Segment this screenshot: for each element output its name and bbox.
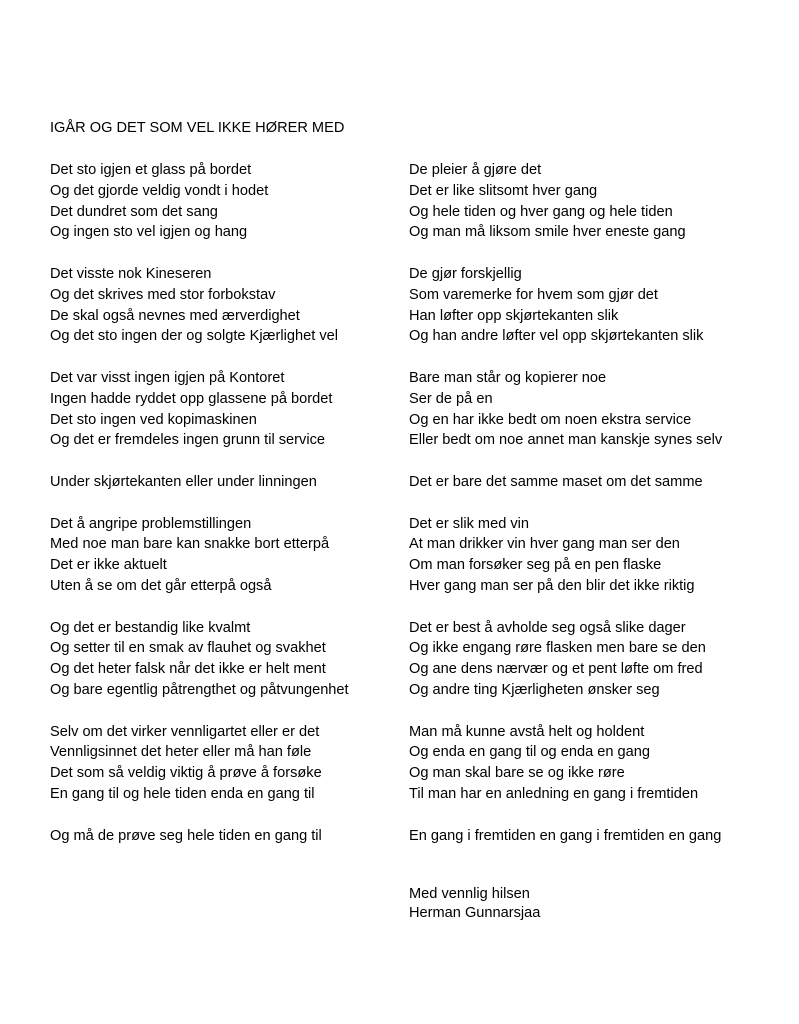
- verse-line: De pleier å gjøre det: [409, 162, 542, 178]
- verse-line: Og ikke engang røre flasken men bare se den: [409, 640, 706, 657]
- right-column: [409, 160, 722, 867]
- verse-line: Det var visst ingen igjen på Kontoret: [50, 369, 285, 386]
- verse-line: Og det er bestandig like kvalmt: [50, 619, 251, 636]
- verse-line: Og må de prøve seg hele tiden en gang til: [50, 827, 322, 844]
- stanza: [50, 826, 349, 847]
- verse-line: Og enda en gang til og enda en gang: [409, 744, 651, 761]
- verse-line: Ser de på en: [409, 390, 493, 407]
- signoff: [409, 885, 540, 922]
- stanza: [409, 368, 722, 451]
- stanza: [409, 472, 722, 493]
- verse-line: Og man skal bare se og ikke røre: [409, 765, 625, 782]
- stanza: [50, 472, 349, 493]
- verse-line: Det som så veldig viktig å prøve å forsøke: [50, 765, 322, 782]
- verse-line: At man drikker vin hver gang man ser den: [409, 536, 680, 553]
- verse-line: Det er slik med vin: [409, 515, 530, 532]
- verse-line: Og det gjorde veldig vondt i hodet: [50, 182, 269, 199]
- poem-title: IGÅR OG DET SOM VEL IKKE HØRER MED: [50, 120, 345, 136]
- verse-line: Og det heter falsk når det ikke er helt ment: [50, 661, 326, 678]
- stanza: [50, 368, 349, 451]
- verse-line: Bare man står og kopierer noe: [409, 369, 607, 386]
- verse-line: Det er best å avholde seg også slike dager: [409, 619, 686, 636]
- verse-line: Og andre ting Kjærligheten ønsker seg: [409, 681, 660, 698]
- verse-line: En gang i fremtiden en gang i fremtiden en gang: [409, 827, 722, 844]
- verse-line: En gang til og hele tiden enda en gang til: [50, 785, 315, 802]
- verse-line: Det er ikke aktuelt: [50, 557, 167, 574]
- verse-line: Vennligsinnet det heter eller må han føle: [50, 744, 312, 761]
- verse-line: Og en har ikke bedt om noen ekstra service: [409, 411, 692, 428]
- verse-line: Om man forsøker seg på en pen flaske: [409, 557, 662, 574]
- verse-line: Eller bedt om noe annet man kanskje synes selv: [409, 432, 723, 449]
- verse-line: Som varemerke for hvem som gjør det: [409, 286, 658, 303]
- stanza: [409, 514, 722, 597]
- stanza: [50, 722, 349, 805]
- verse-line: Og det skrives med stor forbokstav: [50, 286, 276, 303]
- verse-line: Og hele tiden og hver gang og hele tiden: [409, 203, 673, 220]
- verse-line: Og ingen sto vel igjen og hang: [50, 224, 248, 241]
- verse-line: Og bare egentlig påtrengthet og påtvungenhet: [50, 681, 349, 698]
- stanza: [409, 722, 722, 805]
- verse-line: Det å angripe problemstillingen: [50, 515, 252, 532]
- stanza: [50, 264, 349, 347]
- verse-line: Og det sto ingen der og solgte Kjærlighet vel: [50, 328, 338, 345]
- left-column: [50, 160, 349, 867]
- verse-line: Til man har en anledning en gang i fremtiden: [409, 785, 699, 802]
- verse-line: Hver gang man ser på den blir det ikke riktig: [409, 577, 695, 594]
- verse-line: Det er bare det samme maset om det samme: [409, 473, 703, 490]
- stanza: [409, 264, 722, 347]
- verse-line: Og det er fremdeles ingen grunn til service: [50, 432, 325, 449]
- verse-line: Det sto igjen et glass på bordet: [50, 162, 252, 178]
- stanza: [409, 826, 722, 847]
- signoff-greeting: Med vennlig hilsen: [409, 886, 530, 902]
- verse-line: De skal også nevnes med ærverdighet: [50, 307, 300, 324]
- verse-line: Under skjørtekanten eller under linningen: [50, 473, 317, 490]
- verse-line: Han løfter opp skjørtekanten slik: [409, 307, 619, 324]
- verse-line: Man må kunne avstå helt og holdent: [409, 723, 645, 740]
- verse-line: Og han andre løfter vel opp skjørtekanten slik: [409, 328, 704, 345]
- verse-line: Uten å se om det går etterpå også: [50, 577, 272, 594]
- verse-line: Ingen hadde ryddet opp glassene på bordet: [50, 390, 333, 407]
- stanza: [50, 160, 349, 243]
- signoff-author: Herman Gunnarsjaa: [409, 904, 541, 921]
- stanza: [50, 618, 349, 701]
- verse-line: Og ane dens nærvær og et pent løfte om fred: [409, 661, 703, 678]
- verse-line: Med noe man bare kan snakke bort etterpå: [50, 536, 330, 553]
- stanza: [409, 618, 722, 701]
- verse-line: Selv om det virker vennligartet eller er det: [50, 723, 320, 740]
- stanza: [409, 160, 722, 243]
- verse-line: Det er like slitsomt hver gang: [409, 182, 598, 199]
- verse-line: Det sto ingen ved kopimaskinen: [50, 411, 257, 428]
- verse-line: Det visste nok Kineseren: [50, 265, 212, 282]
- verse-line: De gjør forskjellig: [409, 265, 522, 282]
- verse-line: Og setter til en smak av flauhet og svakhet: [50, 640, 326, 657]
- stanza: [50, 514, 349, 597]
- verse-line: Det dundret som det sang: [50, 203, 218, 220]
- verse-line: Og man må liksom smile hver eneste gang: [409, 224, 686, 241]
